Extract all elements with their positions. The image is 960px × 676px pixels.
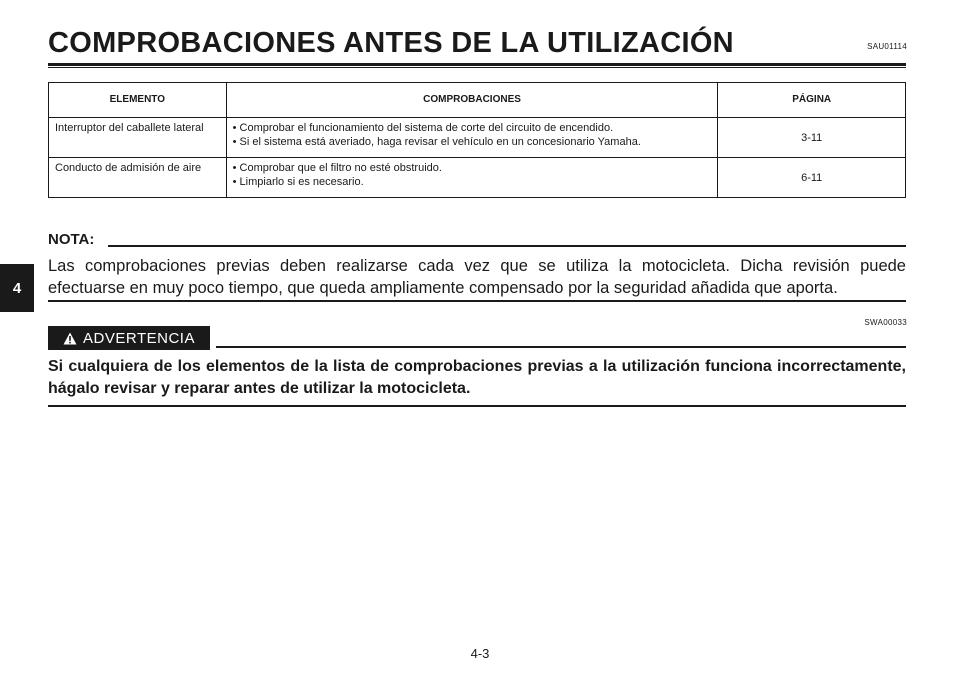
element-cell: Conducto de admisión de aire [49, 158, 227, 198]
chapter-tab: 4 [0, 264, 34, 312]
warning-badge [48, 326, 210, 350]
check-item: • Limpiarlo si es necesario. [232, 176, 364, 188]
page-number: 4-3 [470, 646, 490, 661]
check-item: • Comprobar el funcionamiento del sistema de corte del circuito de encendido. [232, 122, 614, 134]
warning-triangle-icon [63, 332, 77, 345]
element-cell: Interruptor del caballete lateral [49, 118, 227, 158]
column-header-element: ELEMENTO [49, 83, 227, 118]
nota-end-rule [48, 300, 906, 302]
warning-label: ADVERTENCIA [83, 329, 195, 347]
table-header-row [49, 83, 906, 118]
page-title: COMPROBACIONES ANTES DE LA UTILIZACIÓN [48, 27, 734, 59]
table-row [49, 118, 906, 158]
section-code: SAU01114 [867, 42, 907, 51]
nota-text: Las comprobaciones previas deben realizarse cada vez que se utiliza la motocicleta. Dicha revisión puede efectuarse en muy poco tiempo, que queda ampliamente compensado por la seguridad añadida que aporta. [48, 257, 906, 297]
page-cell: 6-11 [718, 158, 906, 198]
warning-rule [216, 346, 906, 348]
column-header-page: PÁGINA [718, 83, 906, 118]
warning-text: Si cualquiera de los elementos de la lista de comprobaciones previas a la utilización funciona incorrectamente, hágalo revisar y reparar antes de utilizar la motocicleta. [48, 358, 906, 397]
checks-table [48, 82, 906, 198]
check-item: • Comprobar que el filtro no esté obstruido. [232, 162, 442, 174]
check-item: • Si el sistema está averiado, haga revisar el vehículo en un concesionario Yamaha. [232, 136, 641, 148]
page-cell: 3-11 [718, 118, 906, 158]
table-row [49, 158, 906, 198]
title-rule [48, 63, 906, 66]
nota-label: NOTA: [48, 231, 95, 248]
checks-cell [226, 118, 718, 158]
column-header-checks: COMPROBACIONES [226, 83, 718, 118]
warning-end-rule [48, 405, 906, 407]
title-rule-thin [48, 67, 906, 68]
checks-cell [226, 158, 718, 198]
nota-rule [108, 245, 906, 247]
warning-code: SWA00033 [864, 318, 907, 327]
